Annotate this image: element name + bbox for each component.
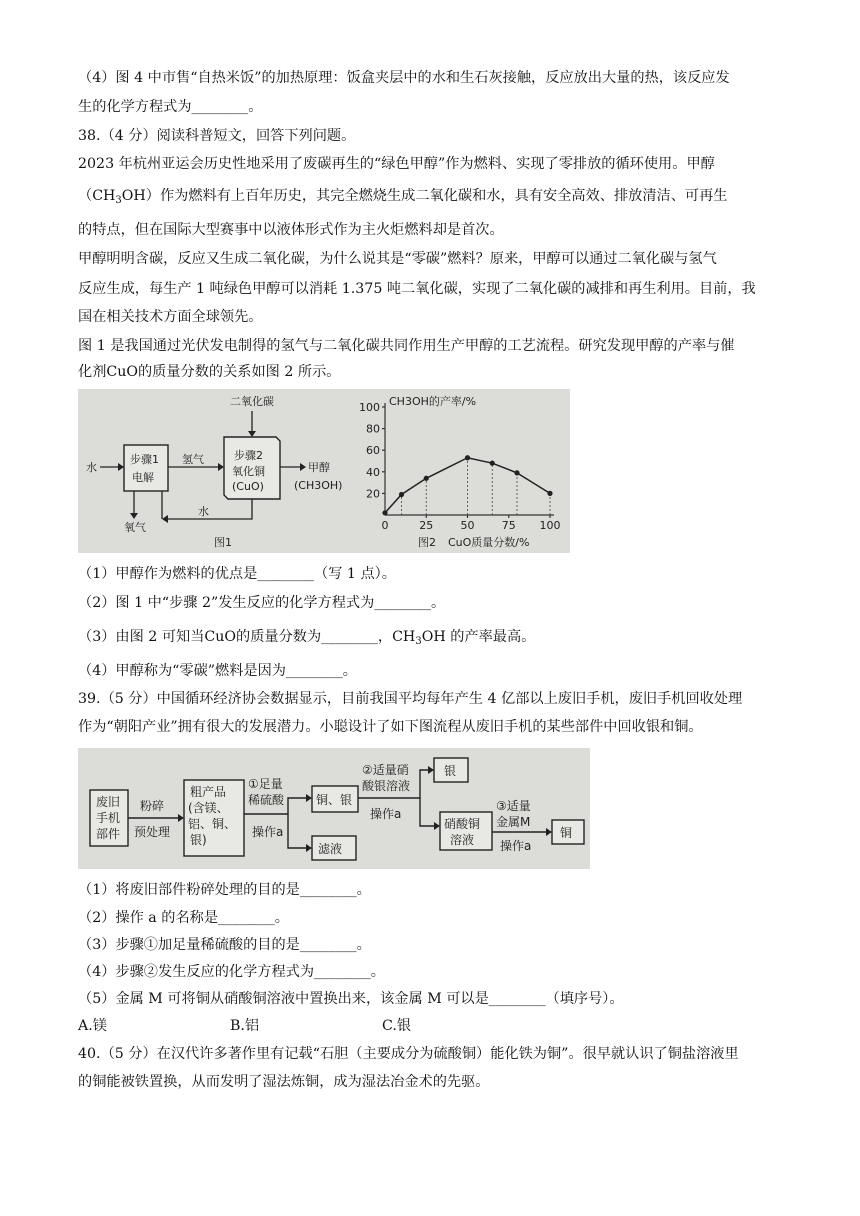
- q38-p2-line3: 国在相关技术方面全球领先。: [78, 309, 263, 325]
- x-tick-label: 75: [501, 519, 516, 532]
- y-tick-label: 60: [366, 444, 380, 458]
- data-point: [399, 492, 404, 497]
- q39-option-b: B.铝: [230, 1018, 260, 1034]
- flow-parts-b: 手机: [96, 811, 121, 825]
- y-tick-label: 80: [366, 422, 380, 436]
- flow-pre-b: 预处理: [134, 825, 171, 839]
- data-point: [465, 455, 470, 460]
- flow-crude-a: 粗产品: [190, 785, 227, 799]
- q39-q3: （3）步骤①加足量稀硫酸的目的是________。: [78, 937, 371, 953]
- flow-s2-c: 操作a: [370, 807, 402, 821]
- flow-s1-c: 操作a: [252, 825, 284, 839]
- fig1-step1-box: [124, 445, 168, 491]
- x-tick-label: 100: [539, 519, 561, 532]
- flow-copper: 铜: [560, 826, 573, 840]
- fig1-methanol-a: 甲醇: [308, 461, 330, 474]
- fig1-step2-c: (CuO): [232, 480, 264, 493]
- q39-option-a: A.镁: [78, 1018, 107, 1034]
- flow-cuno3-a: 硝酸铜: [444, 817, 481, 831]
- fig1-methanol-b: (CH3OH): [294, 479, 343, 492]
- q37-4-line2: 生的化学方程式为________。: [78, 99, 263, 115]
- flow-cuag: 铜、银: [316, 793, 353, 807]
- q38-figure: [78, 389, 570, 553]
- q39-q5: （5）金属 M 可将铜从硝酸铜溶液中置换出来，该金属 M 可以是________（填序号）。: [78, 991, 624, 1007]
- fig1-step2-b: 氧化铜: [232, 465, 265, 478]
- fig1-co2: 二氧化碳: [230, 395, 274, 408]
- q38-p3-line2: 化剂CuO的质量分数的关系如图 2 所示。: [78, 364, 341, 380]
- q38-q3: （3）由图 2 可知当CuO的质量分数为________，$CH_3OH$ 的产率最高。: [78, 629, 536, 647]
- data-point: [547, 491, 552, 496]
- fig1-step1-b: 电解: [132, 471, 154, 484]
- q40-line2: 的铜能被铁置换，从而发明了湿法炼铜，成为湿法冶金术的先驱。: [78, 1074, 490, 1090]
- q39-q1: （1）将废旧部件粉碎处理的目的是________。: [78, 882, 371, 898]
- data-point: [490, 461, 495, 466]
- data-point: [514, 470, 519, 475]
- flow-s3-b: 金属M: [496, 815, 531, 829]
- flow-crude-c: 铝、铜、: [188, 817, 237, 831]
- q40-line1: 40.（5 分）在汉代许多著作里有记载“石胆（主要成分为硫酸铜）能化铁为铜”。很早就认识了铜盐溶液里: [78, 1046, 739, 1062]
- fig1-hydrogen: 氢气: [182, 453, 204, 466]
- q38-q1: （1）甲醇作为燃料的优点是________（写 1 点）。: [78, 566, 396, 582]
- fig1-step2-a: 步骤2: [234, 449, 263, 462]
- q38-p2-line1: 甲醇明明含碳，反应又生成二氧化碳，为什么说其是“零碳”燃料？原来，甲醇可以通过二氧化碳与氢气: [78, 251, 717, 267]
- fig1-caption: 图1: [214, 536, 232, 549]
- q38-p1-line2: $(CH_3OH)$作为燃料有上百年历史，其完全燃烧生成二氧化碳和水，具有安全高效、排放清洁、可再生: [78, 188, 728, 206]
- q38-header: 38.（4 分）阅读科普短文，回答下列问题。: [78, 128, 356, 144]
- fig2-caption: 图2: [418, 536, 436, 549]
- data-point: [382, 510, 387, 515]
- flow-filtrate: 滤液: [318, 842, 343, 856]
- fig1-water-in: 水: [86, 461, 97, 474]
- q38-p1-line1: 2023 年杭州亚运会历史性地采用了废碳再生的“绿色甲醇”作为燃料、实现了零排放的循环使用。甲醇: [78, 156, 715, 172]
- line-chart-fig2: [359, 394, 561, 532]
- flow-cuno3-b: 溶液: [450, 833, 475, 847]
- q39-header-line2: 作为“朝阳产业”拥有很大的发展潜力。小聪设计了如下图流程从废旧手机的某些部件中回收银和铜。: [78, 719, 703, 735]
- flowchart-fig1: [86, 394, 342, 549]
- q38-figure-svg: [78, 389, 570, 553]
- flow-s3-a: ③适量: [496, 799, 531, 813]
- q38-q2: （2）图 1 中“步骤 2”发生反应的化学方程式为________。: [78, 595, 446, 611]
- flow-crude-b: (含镁、: [188, 801, 229, 815]
- fig1-oxygen: 氧气: [124, 521, 146, 534]
- y-tick-label: 100: [359, 401, 380, 414]
- flow-s1-a: ①足量: [248, 777, 283, 791]
- q38-p1-line3: 的特点，但在国际大型赛事中以液体形式作为主火炬燃料却是首次。: [78, 222, 504, 238]
- x-tick-label: 25: [419, 519, 434, 532]
- flow-s3-c: 操作a: [500, 839, 532, 853]
- flow-s2-a: ②适量硝: [362, 763, 409, 777]
- flow-s1-b: 稀硫酸: [248, 793, 285, 807]
- q39-q2: （2）操作 a 的名称是________。: [78, 910, 289, 926]
- q39-flowchart-svg: [78, 748, 590, 869]
- fig1-step1-a: 步骤1: [130, 453, 159, 466]
- q37-4-line1: （4）图 4 中市售“自热米饭”的加热原理：饭盒夹层中的水和生石灰接触，反应放出大量的热，该反应发: [78, 70, 730, 86]
- x-tick-label: 0: [381, 519, 389, 532]
- data-point: [424, 476, 429, 481]
- fig1-water-back: 水: [198, 505, 209, 518]
- flow-parts-c: 部件: [96, 827, 121, 841]
- q38-p3-line1: 图 1 是我国通过光伏发电制得的氢气与二氧化碳共同作用生产甲醇的工艺流程。研究发现甲醇的产率与催: [78, 338, 735, 354]
- q38-q4: （4）甲醇称为“零碳”燃料是因为________。: [78, 663, 357, 679]
- flow-crude-d: 银): [190, 833, 207, 847]
- q39-q4: （4）步骤②发生反应的化学方程式为________。: [78, 964, 385, 980]
- q39-flowchart: [78, 748, 590, 869]
- x-tick-label: 50: [460, 519, 475, 532]
- flow-parts-a: 废旧: [96, 795, 121, 809]
- chart-title: CH3OH的产率/%: [389, 395, 477, 408]
- flow-silver: 银: [444, 764, 457, 778]
- y-tick-label: 40: [366, 465, 380, 479]
- q38-p2-line2: 反应生成，每生产 1 吨绿色甲醇可以消耗 1.375 吨二氧化碳，实现了二氧化碳的减排和再生利用。目前，我: [78, 281, 756, 297]
- fig2-xlabel: CuO质量分数/%: [448, 536, 530, 549]
- flow-pre-a: 粉碎: [140, 799, 165, 813]
- y-tick-label: 20: [366, 487, 380, 501]
- q39-header-line1: 39.（5 分）中国循环经济协会数据显示，目前我国平均每年产生 4 亿部以上废旧手机，废旧手机回收处理: [78, 691, 743, 707]
- q39-option-c: C.银: [382, 1018, 412, 1034]
- flow-s2-b: 酸银溶液: [362, 779, 411, 793]
